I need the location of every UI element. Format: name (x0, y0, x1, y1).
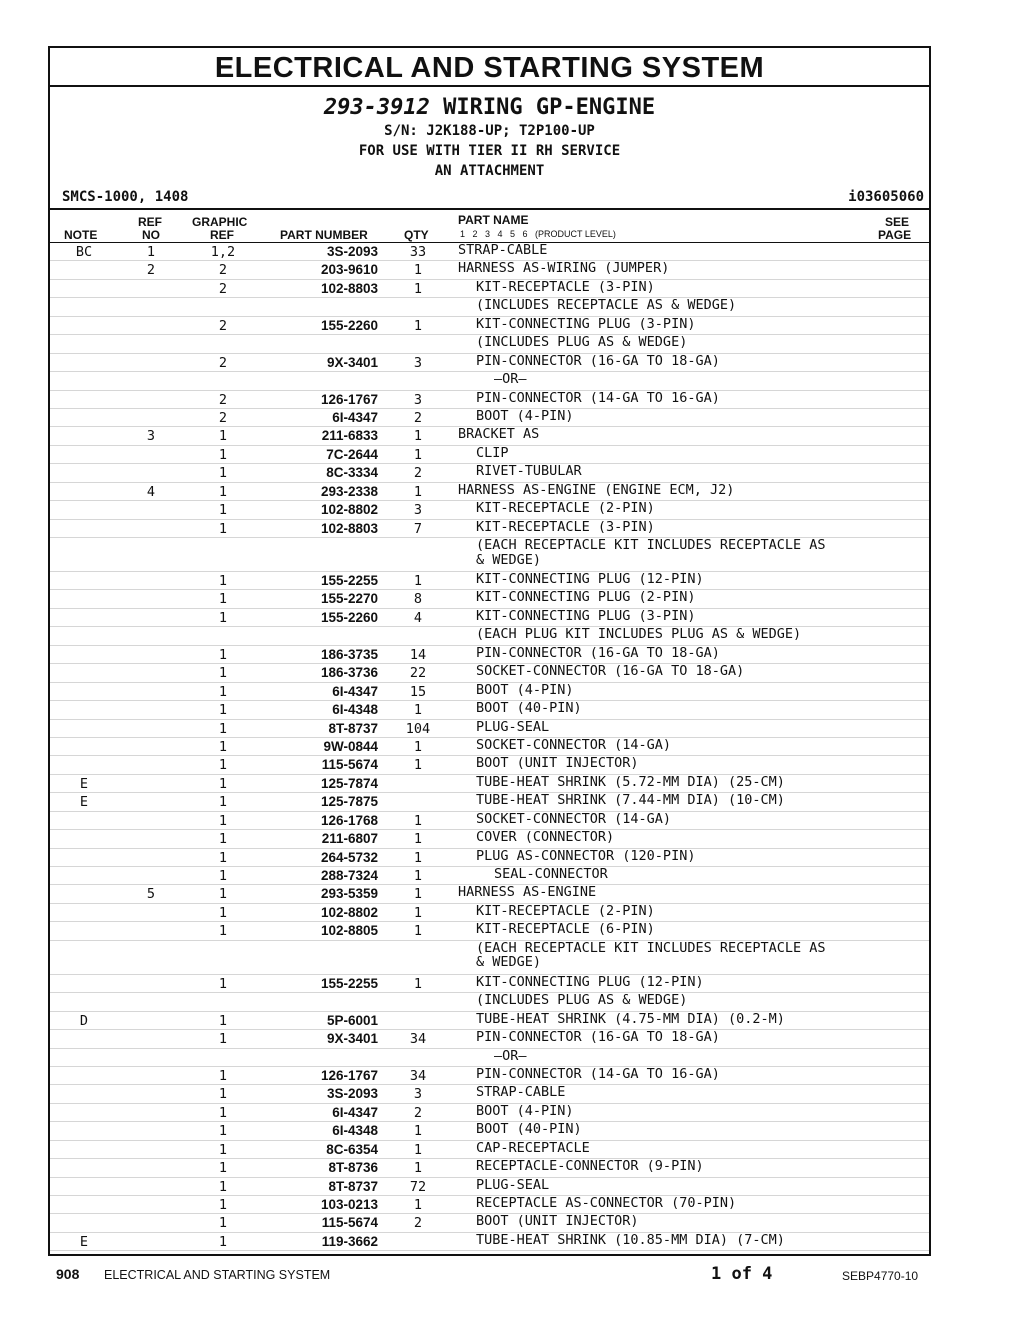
part-number-cell: 6I-4348 (332, 1123, 378, 1139)
graphic-ref-cell: 1 (218, 1233, 228, 1250)
part-name-cell: KIT-CONNECTING PLUG (2-PIN) (476, 589, 696, 606)
qty-cell: 1 (413, 446, 423, 463)
part-number-cell: 102-8805 (320, 923, 378, 939)
part-name-cell: (INCLUDES PLUG AS & WEDGE) (476, 992, 688, 1009)
table-row (50, 941, 929, 975)
footer-page-of: 1 of 4 (711, 1264, 773, 1284)
qty-cell: 33 (409, 244, 427, 260)
graphic-ref-cell: 1 (218, 591, 228, 608)
table-row (50, 446, 929, 464)
part-name-cell: TUBE-HEAT SHRINK (4.75-MM DIA) (0.2-M) (476, 1010, 785, 1027)
table-row (50, 993, 929, 1011)
qty-cell: 1 (413, 849, 423, 866)
table-row (50, 1122, 929, 1140)
part-name-cell: KIT-RECEPTACLE (2-PIN) (476, 902, 655, 919)
group-title (50, 95, 929, 120)
part-number-cell: 102-8803 (320, 280, 378, 296)
part-number-cell: 288-7324 (320, 868, 378, 883)
part-number-cell: 102-8802 (320, 904, 378, 920)
table-row (50, 975, 929, 993)
qty-cell: 3 (413, 391, 423, 408)
part-number-cell: 3S-2093 (326, 1086, 378, 1102)
part-name-cell: CLIP (476, 444, 509, 461)
table-row (50, 427, 929, 445)
parts-table (50, 243, 929, 1251)
table-row (50, 354, 929, 372)
part-name-cell: PLUG-SEAL (476, 718, 550, 735)
col-ref-top: REF (138, 215, 162, 229)
part-number-cell: 6I-4347 (332, 683, 378, 699)
part-number-cell: 8T-8737 (328, 720, 378, 736)
part-name-cell: SOCKET-CONNECTOR (16-GA TO 18-GA) (476, 663, 745, 680)
part-number-cell: 8C-3334 (326, 465, 378, 481)
qty-cell: 7 (413, 520, 423, 537)
table-row (50, 409, 929, 427)
qty-cell: 1 (413, 868, 423, 884)
table-row (50, 464, 929, 482)
part-name-cell: BOOT (UNIT INJECTOR) (476, 755, 639, 772)
qty-cell: 2 (413, 465, 423, 482)
qty-cell: 1 (413, 1197, 423, 1213)
table-row (50, 501, 929, 519)
part-number-cell: 126-1767 (320, 1067, 378, 1083)
col-product-level: 1 2 3 4 5 6 (PRODUCT LEVEL) (460, 229, 616, 239)
table-row (50, 1178, 929, 1196)
part-name-cell: COVER (CONNECTOR) (476, 829, 615, 846)
part-name-cell: HARNESS AS-ENGINE (458, 884, 597, 901)
graphic-ref-cell: 1 (218, 1067, 228, 1084)
graphic-ref-cell: 1 (218, 849, 228, 866)
col-part-number: PART NUMBER (280, 228, 368, 242)
table-row (50, 1085, 929, 1103)
col-see-top: SEE (885, 215, 910, 229)
graphic-ref-cell: 1 (218, 886, 228, 903)
graphic-ref-cell: 1 (218, 923, 228, 940)
part-number-cell: 9W-0844 (323, 738, 378, 754)
table-row (50, 280, 929, 298)
part-name-cell: BOOT (4-PIN) (476, 1102, 574, 1119)
note-cell: E (79, 1233, 89, 1250)
graphic-ref-cell: 1 (218, 465, 228, 482)
graphic-ref-cell: 1 (218, 1031, 228, 1048)
table-row (50, 1214, 929, 1232)
graphic-ref-cell: 1 (218, 683, 228, 700)
graphic-ref-cell: 1 (218, 1141, 228, 1158)
part-name-cell: PIN-CONNECTOR (14-GA TO 16-GA) (476, 389, 720, 406)
part-name-cell: (INCLUDES PLUG AS & WEDGE) (476, 334, 688, 351)
qty-cell: 1 (413, 975, 423, 992)
table-row (50, 1049, 929, 1067)
graphic-ref-cell: 2 (218, 391, 228, 408)
part-name-cell: KIT-RECEPTACLE (3-PIN) (476, 518, 655, 535)
part-number-cell: 186-3736 (320, 665, 378, 681)
table-row (50, 812, 929, 830)
graphic-ref-cell: 1 (218, 1215, 228, 1232)
table-row (50, 1141, 929, 1159)
part-number-cell: 125-7875 (320, 794, 378, 810)
note-cell: D (79, 1012, 89, 1029)
col-qty: QTY (404, 228, 429, 242)
qty-cell: 2 (413, 1104, 423, 1121)
part-number-cell: 8T-8736 (328, 1160, 378, 1176)
part-name-cell: BOOT (40-PIN) (476, 700, 582, 717)
graphic-ref-cell: 1 (218, 757, 228, 774)
table-row (50, 520, 929, 538)
part-name-cell: PIN-CONNECTOR (14-GA TO 16-GA) (476, 1065, 720, 1082)
part-name-cell: SOCKET-CONNECTOR (14-GA) (476, 736, 672, 753)
part-name-cell: SOCKET-CONNECTOR (14-GA) (476, 810, 672, 827)
footer-doc-id: SEBP4770-10 (842, 1269, 919, 1283)
qty-cell: 3 (413, 354, 423, 371)
graphic-ref-cell: 1 (218, 738, 228, 755)
part-name-cell: CAP-RECEPTACLE (476, 1139, 590, 1156)
table-row (50, 701, 929, 719)
qty-cell: 15 (409, 683, 427, 700)
ref-no-cell: 3 (146, 428, 156, 445)
part-name-cell: PIN-CONNECTOR (16-GA TO 18-GA) (476, 352, 720, 369)
table-row (50, 590, 929, 608)
qty-cell: 1 (413, 483, 423, 500)
table-row (50, 775, 929, 793)
part-name-cell: —OR— (494, 371, 527, 388)
qty-cell: 1 (413, 1160, 423, 1177)
footer-page-number: 908 (56, 1266, 80, 1282)
group-number: 293-3912 (323, 95, 430, 120)
graphic-ref-cell: 1 (218, 1178, 228, 1195)
part-number-cell: 155-2255 (320, 975, 378, 991)
part-name-cell: STRAP-CABLE (458, 242, 548, 258)
group-name: WIRING GP-ENGINE (443, 95, 656, 120)
part-number-cell: 293-5359 (320, 886, 378, 902)
graphic-ref-cell: 2 (218, 317, 228, 334)
page-title: ELECTRICAL AND STARTING SYSTEM (50, 48, 929, 87)
qty-cell: 1 (413, 923, 423, 940)
graphic-ref-cell: 1 (218, 446, 228, 463)
part-name-cell: PIN-CONNECTOR (16-GA TO 18-GA) (476, 1029, 720, 1046)
part-name-cell: —OR— (494, 1047, 527, 1064)
part-name-cell: BRACKET AS (458, 426, 540, 443)
graphic-ref-cell: 1 (218, 646, 228, 663)
graphic-ref-cell: 1 (218, 573, 228, 589)
graphic-ref-cell: 1 (218, 520, 228, 537)
qty-cell: 2 (413, 1215, 423, 1232)
graphic-ref-cell: 1 (218, 775, 228, 792)
part-name-cell: HARNESS AS-ENGINE (ENGINE ECM, J2) (458, 481, 735, 498)
part-number-cell: 211-6807 (321, 831, 378, 847)
part-name-cell: HARNESS AS-WIRING (JUMPER) (458, 260, 670, 277)
attachment-note: AN ATTACHMENT (434, 163, 545, 179)
table-row (50, 317, 929, 335)
part-name-cell: TUBE-HEAT SHRINK (5.72-MM DIA) (25-CM) (476, 773, 785, 790)
table-row (50, 335, 929, 353)
qty-cell: 1 (413, 1141, 423, 1158)
note-cell: BC (75, 244, 93, 260)
table-row (50, 298, 929, 316)
part-number-cell: 9X-3401 (326, 354, 378, 370)
col-part-name: PART NAME (458, 213, 529, 227)
graphic-ref-cell: 1 (218, 1197, 228, 1213)
serial-range: S/N: J2K188-UP; T2P100-UP (384, 123, 595, 139)
ref-no-cell: 5 (146, 886, 156, 903)
qty-cell: 1 (413, 262, 423, 279)
part-number-cell: 103-0213 (320, 1197, 378, 1212)
qty-cell: 14 (409, 646, 427, 663)
part-name-cell: KIT-CONNECTING PLUG (3-PIN) (476, 607, 696, 624)
part-name-cell: RECEPTACLE AS-CONNECTOR (70-PIN) (476, 1195, 737, 1211)
qty-cell: 22 (409, 665, 427, 682)
table-row (50, 756, 929, 774)
qty-cell: 8 (413, 591, 423, 608)
part-name-cell: TUBE-HEAT SHRINK (7.44-MM DIA) (10-CM) (476, 792, 785, 809)
usage-note: FOR USE WITH TIER II RH SERVICE (358, 143, 621, 159)
ref-no-cell: 2 (146, 262, 156, 279)
table-row (50, 1233, 929, 1251)
qty-cell: 3 (413, 1086, 423, 1103)
group-header (50, 87, 929, 210)
part-number-cell: 8C-6354 (326, 1141, 378, 1157)
part-name-cell: BOOT (4-PIN) (476, 407, 574, 424)
qty-cell: 34 (409, 1067, 427, 1084)
table-row (50, 609, 929, 627)
graphic-ref-cell: 2 (218, 354, 228, 371)
part-number-cell: 115-5674 (321, 757, 378, 773)
table-row (50, 1159, 929, 1177)
part-number-cell: 102-8802 (320, 502, 378, 518)
part-name-cell: (EACH RECEPTACLE KIT INCLUDES RECEPTACLE AS & WEDGE) (476, 939, 826, 971)
qty-cell: 1 (413, 573, 423, 589)
graphic-ref-cell: 1 (218, 831, 228, 848)
parts-list-frame (48, 46, 931, 1256)
col-graphic-bottom: REF (210, 228, 234, 242)
smcs-code: SMCS-1000, 1408 (62, 189, 189, 205)
part-number-cell: 6I-4348 (332, 702, 378, 718)
table-row (50, 372, 929, 390)
part-number-cell: 7C-2644 (326, 446, 378, 462)
qty-cell: 1 (413, 1123, 423, 1140)
graphic-ref-cell: 1 (218, 1086, 228, 1103)
part-name-cell: PLUG AS-CONNECTOR (120-PIN) (476, 847, 696, 864)
qty-cell: 1 (413, 317, 423, 334)
table-row (50, 738, 929, 756)
table-row (50, 922, 929, 940)
part-name-cell: KIT-CONNECTING PLUG (12-PIN) (476, 571, 704, 587)
graphic-ref-cell: 2 (218, 409, 228, 426)
qty-cell: 3 (413, 502, 423, 519)
qty-cell: 1 (413, 886, 423, 903)
part-number-cell: 293-2338 (320, 483, 378, 499)
qty-cell: 72 (409, 1178, 427, 1195)
graphic-ref-cell: 1,2 (210, 244, 236, 260)
graphic-ref-cell: 2 (218, 262, 228, 279)
part-name-cell: KIT-CONNECTING PLUG (3-PIN) (476, 315, 696, 332)
table-row (50, 867, 929, 885)
graphic-ref-cell: 1 (218, 1012, 228, 1029)
part-number-cell: 264-5732 (320, 849, 378, 865)
table-row (50, 646, 929, 664)
graphic-ref-cell: 1 (218, 812, 228, 829)
part-number-cell: 155-2260 (320, 609, 378, 625)
table-row (50, 683, 929, 701)
table-row (50, 391, 929, 409)
note-cell: E (79, 794, 89, 811)
table-row (50, 538, 929, 572)
table-row (50, 1067, 929, 1085)
table-row (50, 885, 929, 903)
part-number-cell: 155-2270 (320, 591, 378, 607)
table-row (50, 243, 929, 261)
graphic-ref-cell: 1 (218, 609, 228, 626)
part-number-cell: 186-3735 (320, 646, 378, 662)
qty-cell: 4 (413, 609, 423, 626)
part-number-cell: 8T-8737 (328, 1178, 378, 1194)
part-name-cell: (INCLUDES RECEPTACLE AS & WEDGE) (476, 297, 737, 314)
col-ref-bottom: NO (142, 228, 160, 242)
graphic-ref-cell: 1 (218, 483, 228, 500)
qty-cell: 1 (413, 812, 423, 829)
ref-no-cell: 4 (146, 483, 156, 500)
part-name-cell: BOOT (UNIT INJECTOR) (476, 1213, 639, 1230)
graphic-ref-cell: 1 (218, 904, 228, 921)
table-row (50, 1196, 929, 1214)
graphic-ref-cell: 1 (218, 428, 228, 445)
graphic-ref-cell: 1 (218, 975, 228, 992)
part-name-cell: RIVET-TUBULAR (476, 463, 582, 480)
note-cell: E (79, 775, 89, 792)
qty-cell: 1 (413, 428, 423, 445)
part-name-cell: BOOT (4-PIN) (476, 681, 574, 698)
part-number-cell: 9X-3401 (326, 1031, 378, 1047)
table-row (50, 849, 929, 867)
part-number-cell: 115-5674 (321, 1215, 378, 1231)
part-name-cell: KIT-RECEPTACLE (3-PIN) (476, 278, 655, 295)
qty-cell: 1 (413, 738, 423, 755)
qty-cell: 1 (413, 904, 423, 921)
table-row (50, 572, 929, 590)
part-number-cell: 126-1767 (320, 391, 378, 407)
part-number-cell: 6I-4347 (332, 409, 378, 425)
part-number-cell: 119-3662 (321, 1233, 378, 1249)
part-name-cell: BOOT (40-PIN) (476, 1121, 582, 1138)
graphic-ref-cell: 1 (218, 502, 228, 519)
part-name-cell: (EACH PLUG KIT INCLUDES PLUG AS & WEDGE) (476, 626, 802, 643)
part-number-cell: 102-8803 (320, 520, 378, 536)
part-number-cell: 203-9610 (320, 262, 378, 278)
footer-section: ELECTRICAL AND STARTING SYSTEM (104, 1268, 331, 1282)
col-note: NOTE (64, 228, 98, 242)
part-number-cell: 155-2260 (320, 317, 378, 333)
ref-no-cell: 1 (146, 244, 156, 260)
part-name-cell: SEAL-CONNECTOR (494, 866, 608, 882)
qty-cell: 104 (405, 720, 431, 737)
table-row (50, 627, 929, 645)
table-row (50, 261, 929, 279)
part-name-cell: KIT-CONNECTING PLUG (12-PIN) (476, 973, 704, 990)
table-row (50, 664, 929, 682)
part-number-cell: 211-6833 (321, 428, 378, 444)
part-name-cell: RECEPTACLE-CONNECTOR (9-PIN) (476, 1158, 704, 1175)
part-number-cell: 6I-4347 (332, 1104, 378, 1120)
table-row (50, 904, 929, 922)
table-row (50, 830, 929, 848)
part-name-cell: TUBE-HEAT SHRINK (10.85-MM DIA) (7-CM) (476, 1231, 785, 1248)
part-number-cell: 125-7874 (320, 775, 378, 791)
table-row (50, 483, 929, 501)
table-row (50, 720, 929, 738)
part-number-cell: 5P-6001 (326, 1012, 378, 1028)
graphic-ref-cell: 1 (218, 665, 228, 682)
column-header (50, 210, 929, 243)
part-number-cell: 126-1768 (320, 812, 378, 828)
table-row (50, 1104, 929, 1122)
graphic-ref-cell: 2 (218, 280, 228, 297)
page-footer (0, 1266, 1020, 1290)
graphic-ref-cell: 1 (218, 1104, 228, 1121)
part-name-cell: KIT-RECEPTACLE (6-PIN) (476, 921, 655, 938)
qty-cell: 1 (413, 702, 423, 719)
table-row (50, 793, 929, 811)
graphic-ref-cell: 1 (218, 868, 228, 884)
qty-cell: 2 (413, 409, 423, 426)
qty-cell: 1 (413, 831, 423, 848)
part-number-cell: 155-2255 (320, 573, 378, 588)
graphic-ref-cell: 1 (218, 702, 228, 719)
graphic-ref-cell: 1 (218, 1160, 228, 1177)
part-name-cell: PLUG-SEAL (476, 1176, 550, 1193)
col-graphic-top: GRAPHIC (192, 215, 248, 229)
graphic-ref-cell: 1 (218, 794, 228, 811)
col-see-bottom: PAGE (878, 228, 912, 242)
part-number-cell: 3S-2093 (326, 244, 378, 259)
part-name-cell: PIN-CONNECTOR (16-GA TO 18-GA) (476, 644, 720, 661)
qty-cell: 1 (413, 757, 423, 774)
illustration-id: i03605060 (848, 189, 924, 205)
part-name-cell: KIT-RECEPTACLE (2-PIN) (476, 500, 655, 517)
graphic-ref-cell: 1 (218, 720, 228, 737)
graphic-ref-cell: 1 (218, 1123, 228, 1140)
part-name-cell: STRAP-CABLE (476, 1084, 566, 1101)
qty-cell: 1 (413, 280, 423, 297)
table-row (50, 1012, 929, 1030)
part-name-cell: (EACH RECEPTACLE KIT INCLUDES RECEPTACLE AS & WEDGE) (476, 537, 826, 568)
qty-cell: 34 (409, 1031, 427, 1048)
table-row (50, 1030, 929, 1048)
